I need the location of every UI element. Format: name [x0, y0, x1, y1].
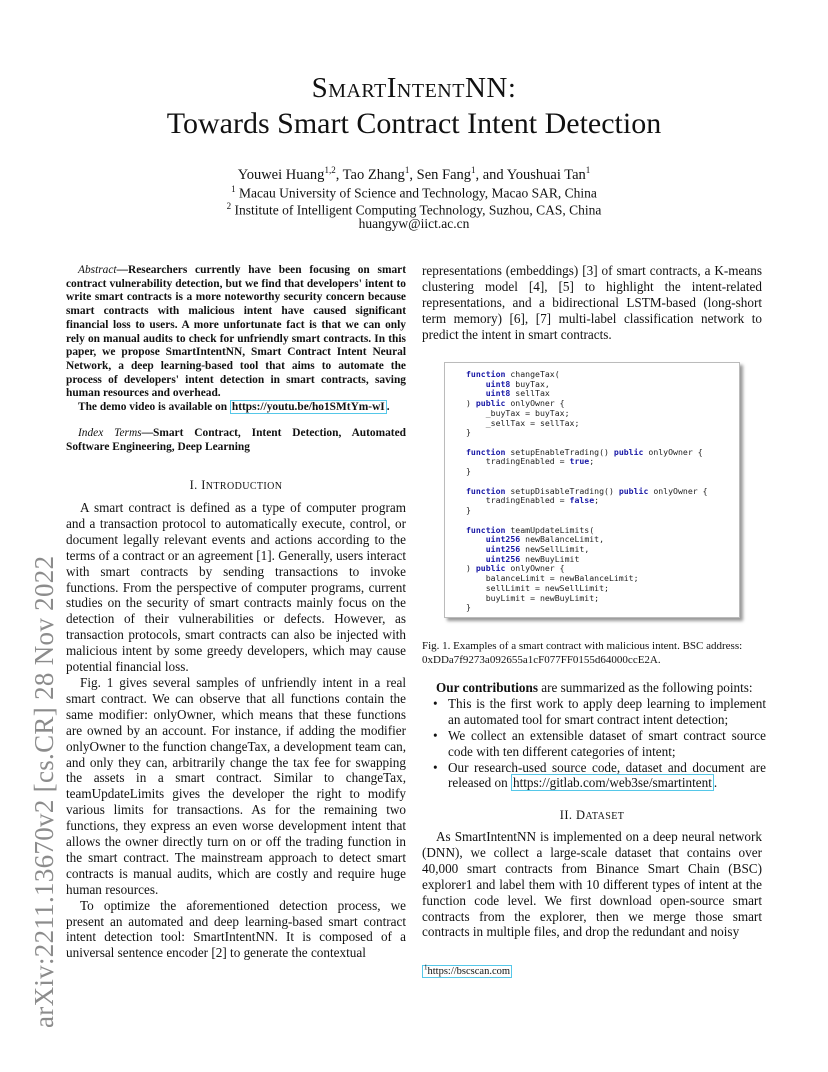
- code-line: }: [466, 427, 471, 438]
- code-line: function teamUpdateLimits(: [466, 524, 595, 535]
- contributions-lead: Our contributions: [436, 680, 538, 695]
- code-line: uint256 newBuyLimit: [485, 553, 580, 564]
- code-line: tradingEnabled = true;: [466, 456, 595, 467]
- intro-paragraph-3: To optimize the aforementioned detection process, we present an automated and deep learning-based smart contract intent detection tool: SmartIntentNN. It is composed of a universal sentence encoder [2] to generate the contextual: [66, 897, 406, 961]
- affiliation-1: $^1$ Macau University of Science and Technology, Macao SAR, China: [231, 184, 597, 201]
- contributions: Our contributions are summarized as the following points: • This is the first work to apply deep learning to implement an automated tool for smart contract intent detection; • We collect an extensible dataset of smart contract source code with ten different categories of intent; • Our research-used source code, dataset and document are released on https://gitlab.com/web3se/smartintent .: [422, 680, 766, 791]
- abstract: Abstract—Researchers currently have been focusing on smart contract vulnerability detection, but we find that developers' intent to write smart contracts is a more noteworthy security concern because smart contracts with malicious intent have caused significant financial loss to users. A more unfortunate fact is that we can only rely on manual audits to check for unfriendly smart contracts. In this paper, we propose SmartIntentNN, Smart Contract Intent Neural Network, a deep learning-based tool that aims to automate the process of developers' intent detection in smart contracts, saving human resources and overhead. The demo video is available on https://youtu.be/ho1SMtYm-wI .: [66, 264, 406, 414]
- dataset-paragraph: As SmartIntentNN is implemented on a deep neural network (DNN), we collect a large-scale dataset that contains over 40,000 smart contracts from Binance Smart Chain (BSC) explorer1 and label them with 10 different types of intent at the function code level. We first download open-source smart contracts from the explorer, then we merge those smart contracts in multiple files, and drop the redundant and noisy: [422, 829, 762, 940]
- list-item: • Our research-used source code, dataset and document are released on https://gitlab.com/web3se/smartintent .: [422, 760, 766, 792]
- code-line: uint8 sellTax: [485, 388, 550, 399]
- code-line: tradingEnabled = false;: [466, 495, 600, 506]
- code-line: buyLimit = newBuyLimit;: [466, 592, 600, 603]
- code-line: function setupEnableTrading() public onlyOwner {: [466, 446, 703, 457]
- list-item: • This is the first work to apply deep learning to implement an automated tool for smart contract intent detection;: [422, 696, 766, 728]
- bscscan-link[interactable]: $^1$https://bscscan.com: [424, 963, 511, 977]
- code-line: ) public onlyOwner {: [466, 398, 565, 409]
- list-item: • We collect an extensible dataset of smart contract source code with ten different categories of intent;: [422, 728, 766, 760]
- code-line: balanceLimit = newBalanceLimit;: [466, 573, 639, 584]
- code-line: }: [466, 505, 471, 516]
- affiliation-2: $^2$ Institute of Intelligent Computing Technology, Suzhou, CAS, China: [226, 201, 602, 218]
- author-email: huangyw@iict.ac.cn: [358, 216, 470, 231]
- footnote: [422, 961, 762, 978]
- right-column-intro: representations (embeddings) [3] of smart contracts, a K-means clustering model [4], [5] to highlight the intent-related representations, and a bidirectional LSTM-based (long-short term memory) [6], [7] multi-label classification network to predict the intent in smart contracts.: [422, 263, 762, 342]
- demo-video-link[interactable]: https://youtu.be/ho1SMtYm-wI: [231, 401, 385, 414]
- figure-caption: Fig. 1. Examples of a smart contract with malicious intent. BSC address: 0xDDa7f9273a092655a1cF077FF0155d64000ccE2A.: [422, 640, 743, 666]
- intro-paragraph-1: A smart contract is defined as a type of computer program and a transaction protocol to automatically execute, control, or document legally relevant events and actions according to the terms of a contract or an agreement [1]. Generally, users interact with smart contracts by sending transactions to invoke functions. From the perspective of computer programs, current studies on the security of smart contracts mainly focus on the detection of their vulnerabilities or defects. However, as transaction protocols, smart contracts can also be injected with malicious intent by some greedy developers, which may cause potential financial loss.: [66, 500, 406, 675]
- arxiv-stamp: arXiv:2211.13670v2 [cs.CR] 28 Nov 2022: [29, 555, 59, 1028]
- code-listing: [466, 370, 708, 613]
- section-heading-introduction: I. INTRODUCTION: [189, 478, 283, 492]
- code-line: }: [466, 602, 471, 613]
- code-line: uint8 buyTax,: [485, 378, 550, 389]
- section-heading-dataset: II. DATASET: [559, 808, 625, 822]
- code-line: function setupDisableTrading() public onlyOwner {: [466, 485, 708, 496]
- code-line: }: [466, 466, 471, 477]
- abstract-label: Abstract: [78, 264, 117, 276]
- paper-title-line1: [0, 70, 828, 106]
- index-terms: Index Terms—Smart Contract, Intent Detection, Automated Software Engineering, Deep Learning: [66, 427, 406, 453]
- code-line: ) public onlyOwner {: [466, 563, 565, 574]
- abstract-text: —Researchers currently have been focusing on smart contract vulnerability detection, but we find that developers' intent to write smart contracts is a more noteworthy security concern because smart contracts with malicious intent have caused significant financial loss to users. A more unfortunate fact is that we can only rely on manual audits to check for unfriendly smart contracts. In this paper, we propose SmartIntentNN, Smart Contract Intent Neural Network, a deep learning-based tool that aims to automate the process of developers' intent detection in smart contracts, saving human resources and overhead.: [66, 264, 406, 400]
- code-line: _buyTax = buyTax;: [466, 407, 570, 418]
- paper-title-line2: Towards Smart Contract Intent Detection: [166, 107, 662, 140]
- demo-prefix: The demo video is available on: [78, 401, 230, 414]
- intro-paragraph-2: Fig. 1 gives several samples of unfriendly intent in a real smart contract. We can observe that all functions contain the same modifier: onlyOwner, which means that these functions are owned by an account. For instance, if adding the modifier onlyOwner to the function changeTax, a development team can, and only they can, arbitrarily change the tax fee for swapping the assets in a smart contract. Similar to changeTax, teamUpdateLimits gives the developer the right to modify various limits for transactions. As for the remaining two functions, they express an even worse development intent that allows the owner directly turn on or off the trading function in the smart contract. The mainstream approach to detect smart contracts is manual audits, which are costly and require huge human resources.: [66, 674, 406, 897]
- gitlab-link[interactable]: https://gitlab.com/web3se/smartintent: [512, 775, 712, 791]
- code-line: uint256 newBalanceLimit,: [485, 534, 605, 545]
- contributions-list: [422, 696, 766, 791]
- code-line: _sellTax = sellTax;: [466, 417, 580, 428]
- code-line: uint256 newSellLimit,: [485, 543, 590, 554]
- intro-body: [66, 500, 406, 961]
- code-line: sellLimit = newSellLimit;: [466, 582, 609, 593]
- code-line: function changeTax(: [466, 369, 560, 379]
- author-list: Youwei Huang$^{1,2}$, Tao Zhang$^1$, Sen Fang$^1$, and Youshuai Tan$^1$: [237, 165, 591, 183]
- title-first: SmartIntentNN:: [311, 72, 517, 104]
